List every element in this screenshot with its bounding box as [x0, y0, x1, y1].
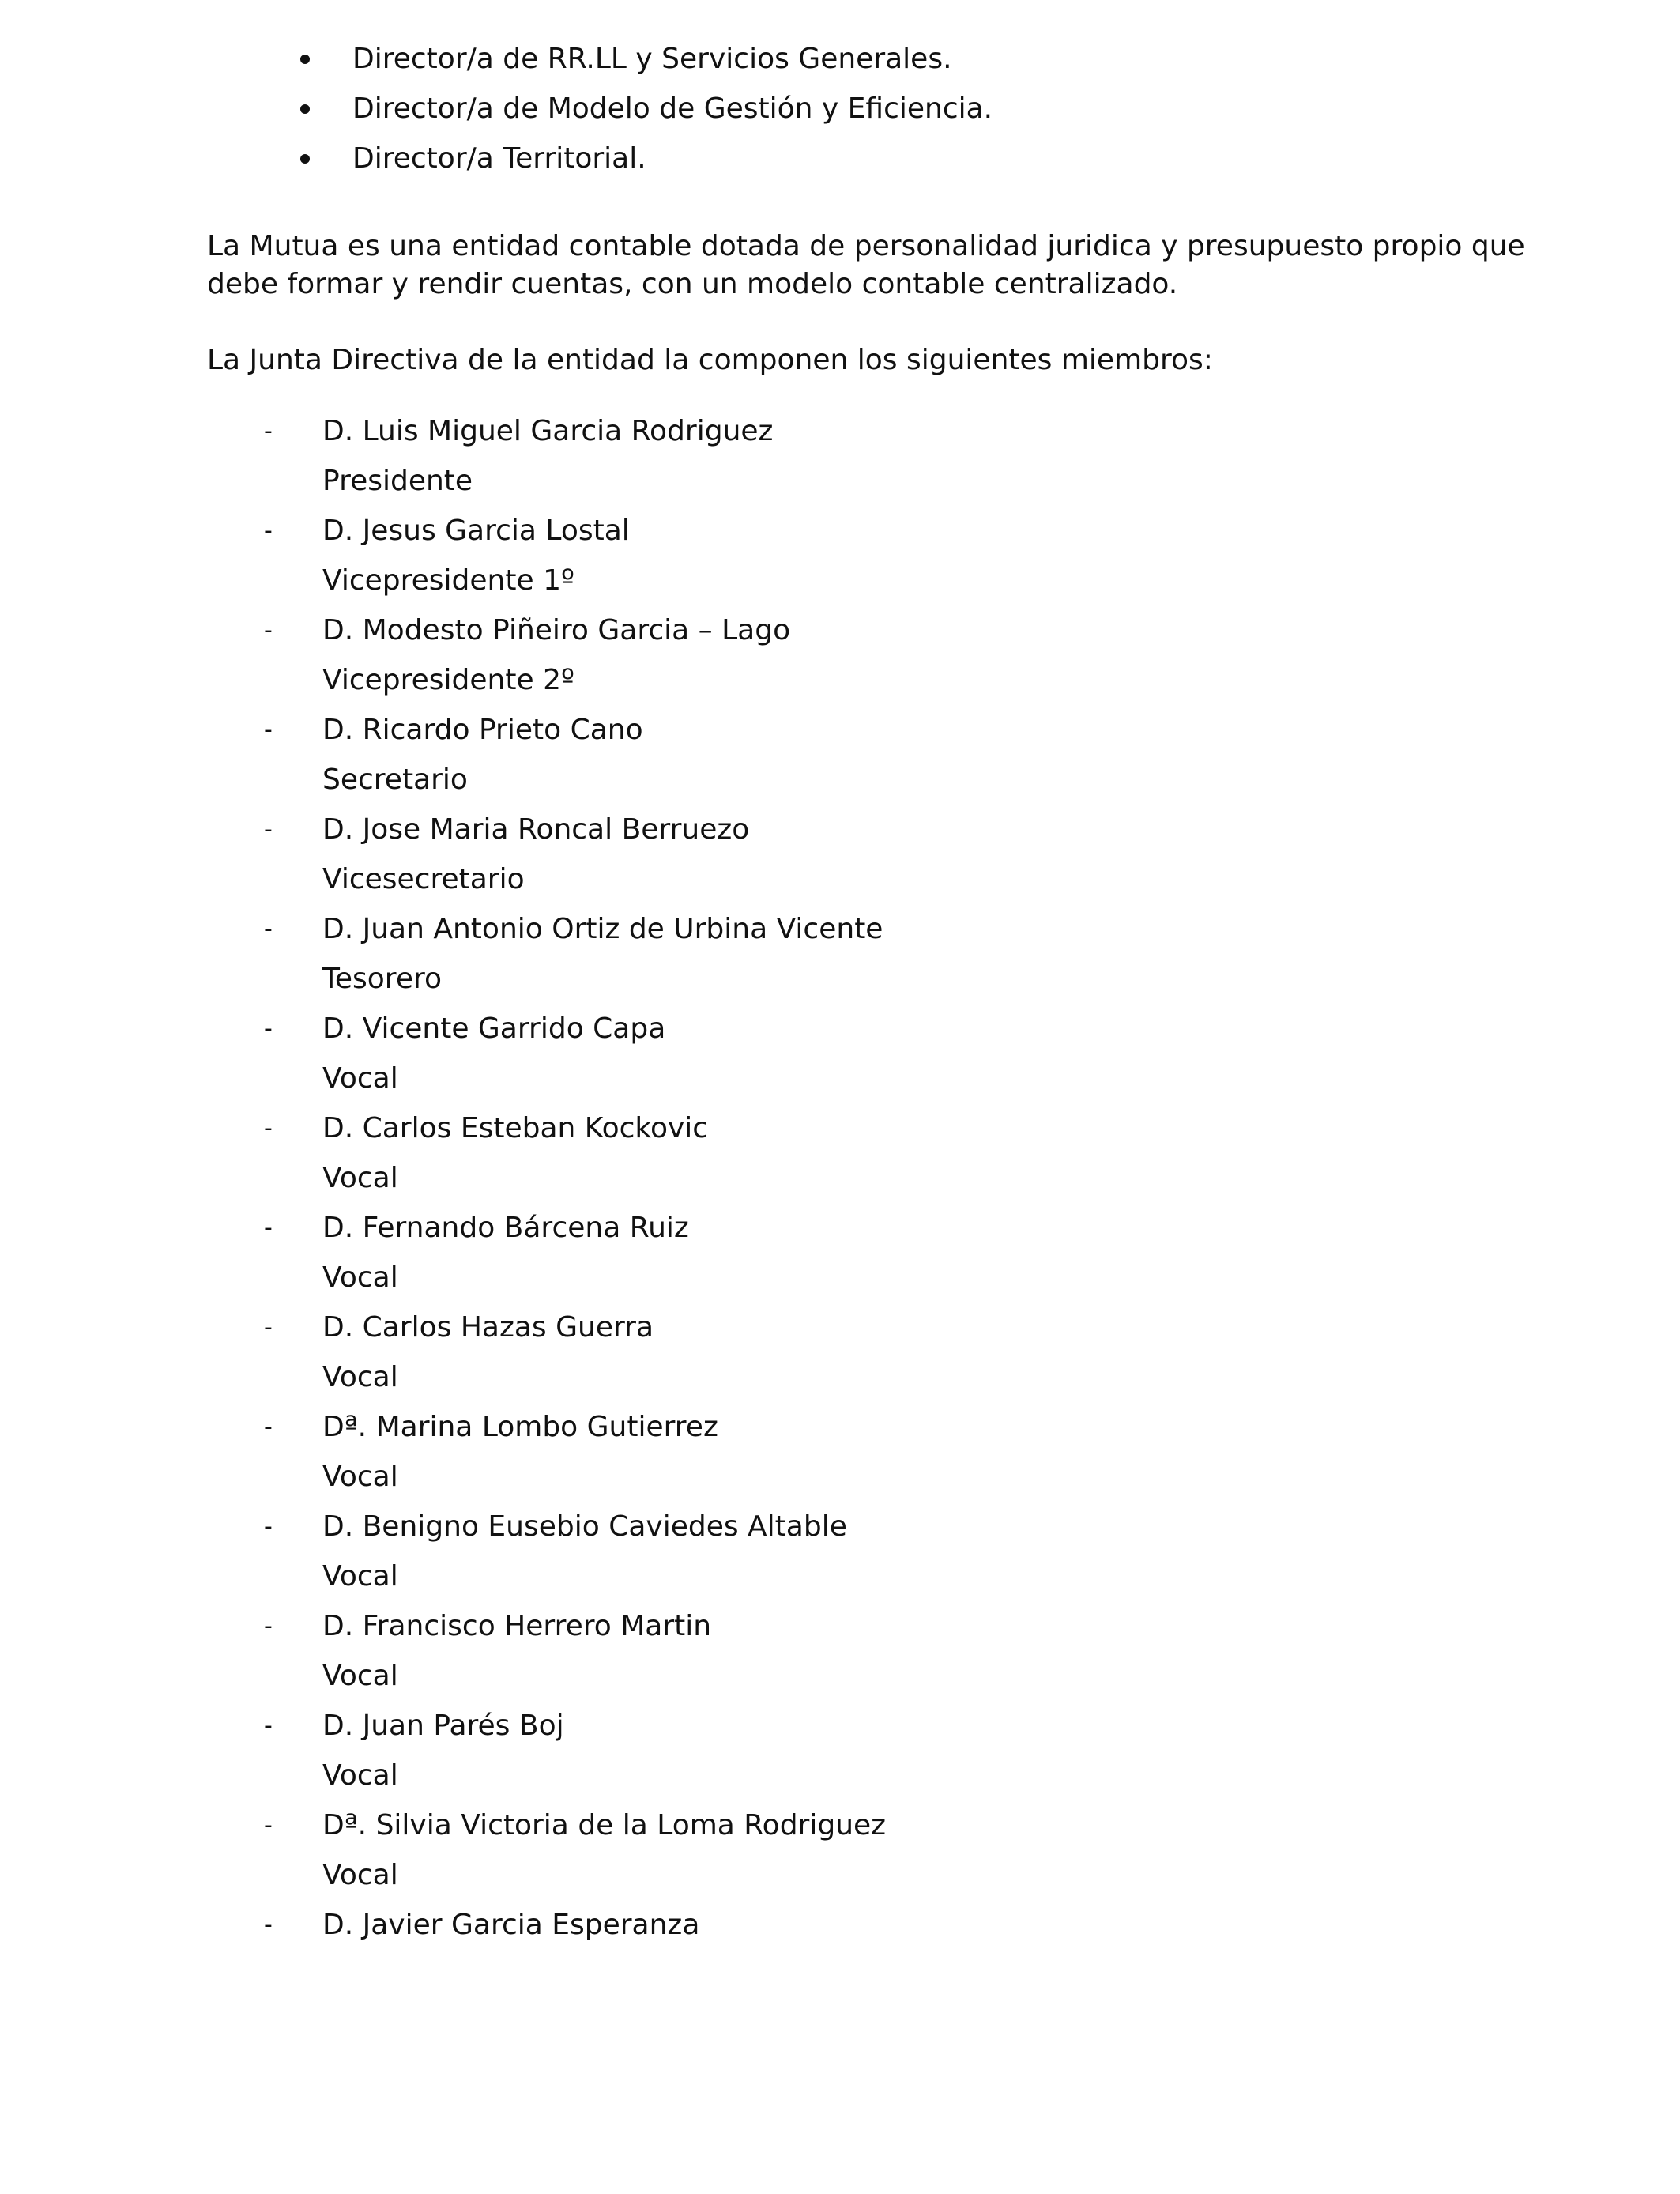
member-name: D. Modesto Piñeiro Garcia – Lago: [322, 614, 791, 647]
dash-marker-icon: -: [264, 1413, 273, 1441]
dash-marker-icon: -: [264, 1712, 273, 1740]
member-role: Vocal: [322, 1461, 398, 1493]
bullet-dot-icon: [300, 55, 310, 64]
board-member-item: [207, 1906, 886, 1955]
board-member-item: [207, 1208, 886, 1308]
dash-marker-icon: -: [264, 1513, 273, 1540]
dash-marker-icon: -: [264, 915, 273, 943]
bullet-text: Director/a de Modelo de Gestión y Eficiencia.: [352, 92, 993, 125]
dash-marker-icon: -: [264, 1214, 273, 1242]
board-member-item: [207, 511, 886, 611]
dash-marker-icon: -: [264, 1911, 273, 1939]
member-role: Presidente: [322, 465, 473, 497]
board-member-item: [207, 1507, 886, 1607]
board-member-item: [207, 711, 886, 810]
member-name: D. Carlos Esteban Kockovic: [322, 1112, 709, 1144]
board-member-item: [207, 910, 886, 1009]
member-role: Vicepresidente 1º: [322, 564, 574, 597]
dash-marker-icon: -: [264, 517, 273, 545]
member-role: Vocal: [322, 1062, 398, 1095]
paragraph-line: debe formar y rendir cuentas, con un modelo contable centralizado.: [207, 268, 1178, 300]
member-name: D. Juan Parés Boj: [322, 1710, 564, 1742]
board-member-item: [207, 1308, 886, 1408]
board-member-item: [207, 611, 886, 711]
board-member-item: [207, 1109, 886, 1208]
bullet-dot-icon: [300, 154, 310, 164]
dash-marker-icon: -: [264, 1015, 273, 1042]
dash-marker-icon: -: [264, 1612, 273, 1640]
dash-marker-icon: -: [264, 1811, 273, 1839]
member-name: D. Juan Antonio Ortiz de Urbina Vicente: [322, 913, 883, 945]
board-member-item: [207, 1607, 886, 1706]
dash-marker-icon: -: [264, 417, 273, 445]
dash-marker-icon: -: [264, 616, 273, 644]
director-bullet-list: [300, 40, 993, 189]
board-member-item: [207, 1009, 886, 1109]
member-role: Vocal: [322, 1261, 398, 1294]
member-role: Vocal: [322, 1361, 398, 1393]
bullet-text: Director/a de RR.LL y Servicios Generales.: [352, 43, 952, 75]
member-role: Vocal: [322, 1560, 398, 1593]
dash-marker-icon: -: [264, 716, 273, 744]
board-member-item: [207, 1408, 886, 1507]
member-role: Vicepresidente 2º: [322, 664, 574, 696]
dash-marker-icon: -: [264, 1114, 273, 1142]
bullet-item: [300, 89, 993, 139]
member-role: Vocal: [322, 1759, 398, 1792]
mutua-description-paragraph: [207, 228, 1525, 303]
bullet-text: Director/a Territorial.: [352, 142, 646, 175]
member-role: Vocal: [322, 1162, 398, 1194]
member-role: Tesorero: [322, 963, 442, 995]
dash-marker-icon: -: [264, 1314, 273, 1341]
board-member-item: [207, 1806, 886, 1906]
member-name: Dª. Silvia Victoria de la Loma Rodriguez: [322, 1809, 887, 1842]
board-member-item: [207, 412, 886, 511]
junta-directiva-intro: La Junta Directiva de la entidad la componen los siguientes miembros:: [207, 344, 1213, 376]
board-member-item: [207, 810, 886, 910]
member-name: D. Ricardo Prieto Cano: [322, 714, 643, 746]
member-name: D. Vicente Garrido Capa: [322, 1012, 666, 1045]
member-role: Vocal: [322, 1660, 398, 1692]
dash-marker-icon: -: [264, 816, 273, 843]
member-role: Vicesecretario: [322, 863, 525, 895]
member-role: Secretario: [322, 763, 468, 796]
member-role: Vocal: [322, 1859, 398, 1891]
bullet-item: [300, 40, 993, 89]
bullet-item: [300, 139, 993, 189]
bullet-dot-icon: [300, 104, 310, 114]
board-members-list: [207, 412, 886, 1955]
paragraph-line: La Mutua es una entidad contable dotada de personalidad juridica y presupuesto propio que: [207, 230, 1525, 262]
member-name: D. Luis Miguel Garcia Rodriguez: [322, 415, 774, 447]
member-name: D. Benigno Eusebio Caviedes Altable: [322, 1510, 847, 1543]
member-name: D. Carlos Hazas Guerra: [322, 1311, 654, 1344]
member-name: D. Jesus Garcia Lostal: [322, 515, 630, 547]
member-name: D. Jose Maria Roncal Berruezo: [322, 813, 750, 846]
member-name: Dª. Marina Lombo Gutierrez: [322, 1411, 718, 1443]
member-name: D. Francisco Herrero Martin: [322, 1610, 712, 1642]
member-name: D. Javier Garcia Esperanza: [322, 1909, 700, 1941]
member-name: D. Fernando Bárcena Ruiz: [322, 1212, 689, 1244]
board-member-item: [207, 1706, 886, 1806]
